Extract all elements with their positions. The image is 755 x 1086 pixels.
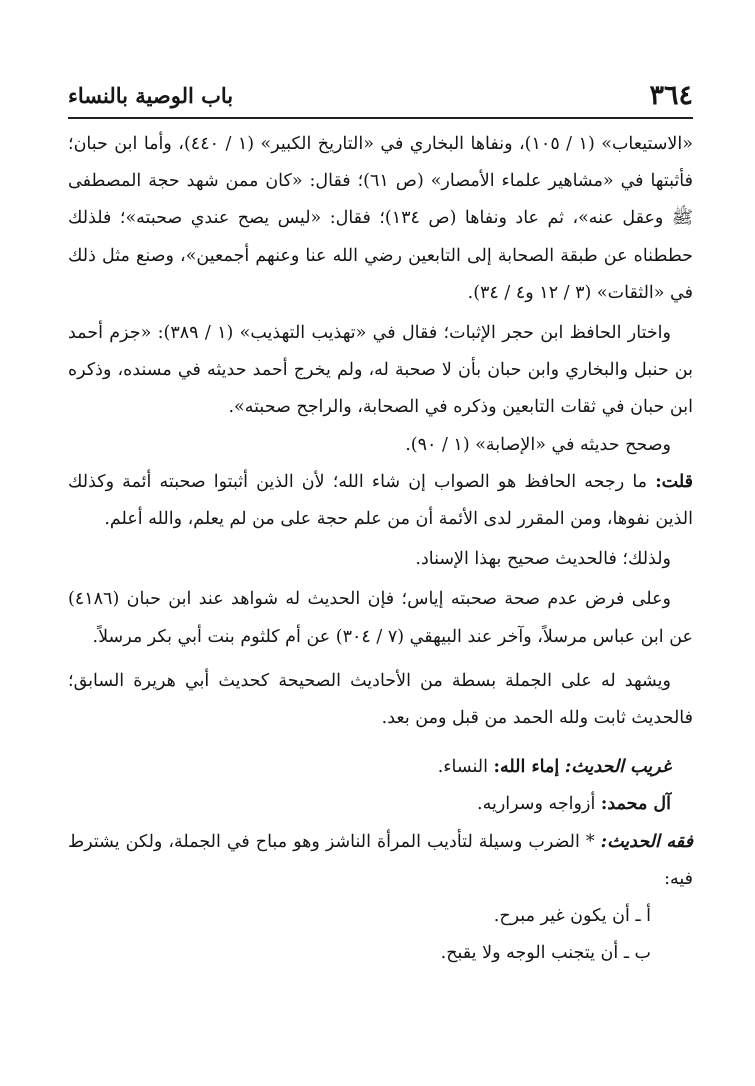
qultu-label: قلت: <box>655 471 693 492</box>
gharib-term-1: إماء الله: <box>493 757 560 778</box>
gharib-def-2: أزواجه وسراريه. <box>477 794 596 815</box>
qultu-text: ما رجحه الحافظ هو الصواب إن شاء الله؛ لأن الذين أثبتوا صحبته أئمة وكذلك الذين نفوها، ومن المقرر لدى الأئمة أن من علم حجة على من لم يعلم، والله أعلم. <box>68 471 693 530</box>
page-number: ٣٦٤ <box>649 79 693 111</box>
gharib-term-2: آل محمد: <box>600 794 671 815</box>
page-header <box>68 78 693 112</box>
chapter-title: باب الوصية بالنساء <box>68 82 234 108</box>
fiqh-condition-a: أ ـ أن يكون غير مبرح. <box>493 906 651 927</box>
gharib-def-1: النساء. <box>437 757 488 778</box>
fiqh-condition-b: ب ـ أن يتجنب الوجه ولا يقبح. <box>440 943 651 964</box>
header-divider <box>68 117 693 119</box>
paragraph-qultu <box>68 464 693 538</box>
fiqh-heading: فقه الحديث: <box>600 831 693 852</box>
paragraph-shawahid: وعلى فرض عدم صحة صحبته إياس؛ فإن الحديث له شواهد عند ابن حبان (٤١٨٦) عن ابن عباس مرسلاً، وآخر عند البيهقي (٧ / ٣٠٤) عن أم كلثوم بنت أبي بكر مرسلاً. <box>68 589 693 647</box>
paragraph-ibn-hajar: واختار الحافظ ابن حجر الإثبات؛ فقال في «تهذيب التهذيب» (١ / ٣٨٩): «جزم أحمد بن حنبل والبخاري وابن حبان بأن لا صحبة له، ولم يخرج أحمد حديثه في مسنده، وذكره ابن حبان في ثقات التابعين وذكره في الصحابة، والراجح صحبته». <box>68 323 693 418</box>
gharib-line-1 <box>68 749 693 786</box>
paragraph-conclusion: ولذلك؛ فالحديث صحيح بهذا الإسناد. <box>415 549 671 570</box>
gharib-heading: غريب الحديث: <box>564 757 671 778</box>
fiqh-text: * الضرب وسيلة لتأديب المرأة الناشز وهو مباح في الجملة، ولكن يشترط فيه: <box>68 831 693 889</box>
paragraph-isabah: وصحح حديثه في «الإصابة» (١ / ٩٠). <box>405 434 671 455</box>
gharib-line-2 <box>68 786 693 823</box>
page-body <box>68 126 693 972</box>
fiqh-paragraph <box>68 824 693 898</box>
paragraph-istiab: «الاستيعاب» (١ / ١٠٥)، ونفاها البخاري في «التاريخ الكبير» (١ / ٤٤٠)، وأما ابن حبان؛ فأثبتها في «مشاهير علماء الأمصار» (ص ٦١)؛ فقال: «كان ممن شهد حجة المصطفى ﷺ وعقل عنه»، ثم عاد ونفاها (ص ١٣٤)؛ فقال: «ليس يصح عندي صحبته»؛ فلذلك حططناه عن طبقة الصحابة إلى التابعين رضي الله عنا وعنهم أجمعين»، وصنع مثل ذلك في «الثقات» (٣ / ١٢ و٤ / ٣٤). <box>68 134 694 303</box>
paragraph-summary: ويشهد له على الجملة بسطة من الأحاديث الصحيحة كحديث أبي هريرة السابق؛ فالحديث ثابت ولله الحمد من قبل ومن بعد. <box>68 670 693 729</box>
